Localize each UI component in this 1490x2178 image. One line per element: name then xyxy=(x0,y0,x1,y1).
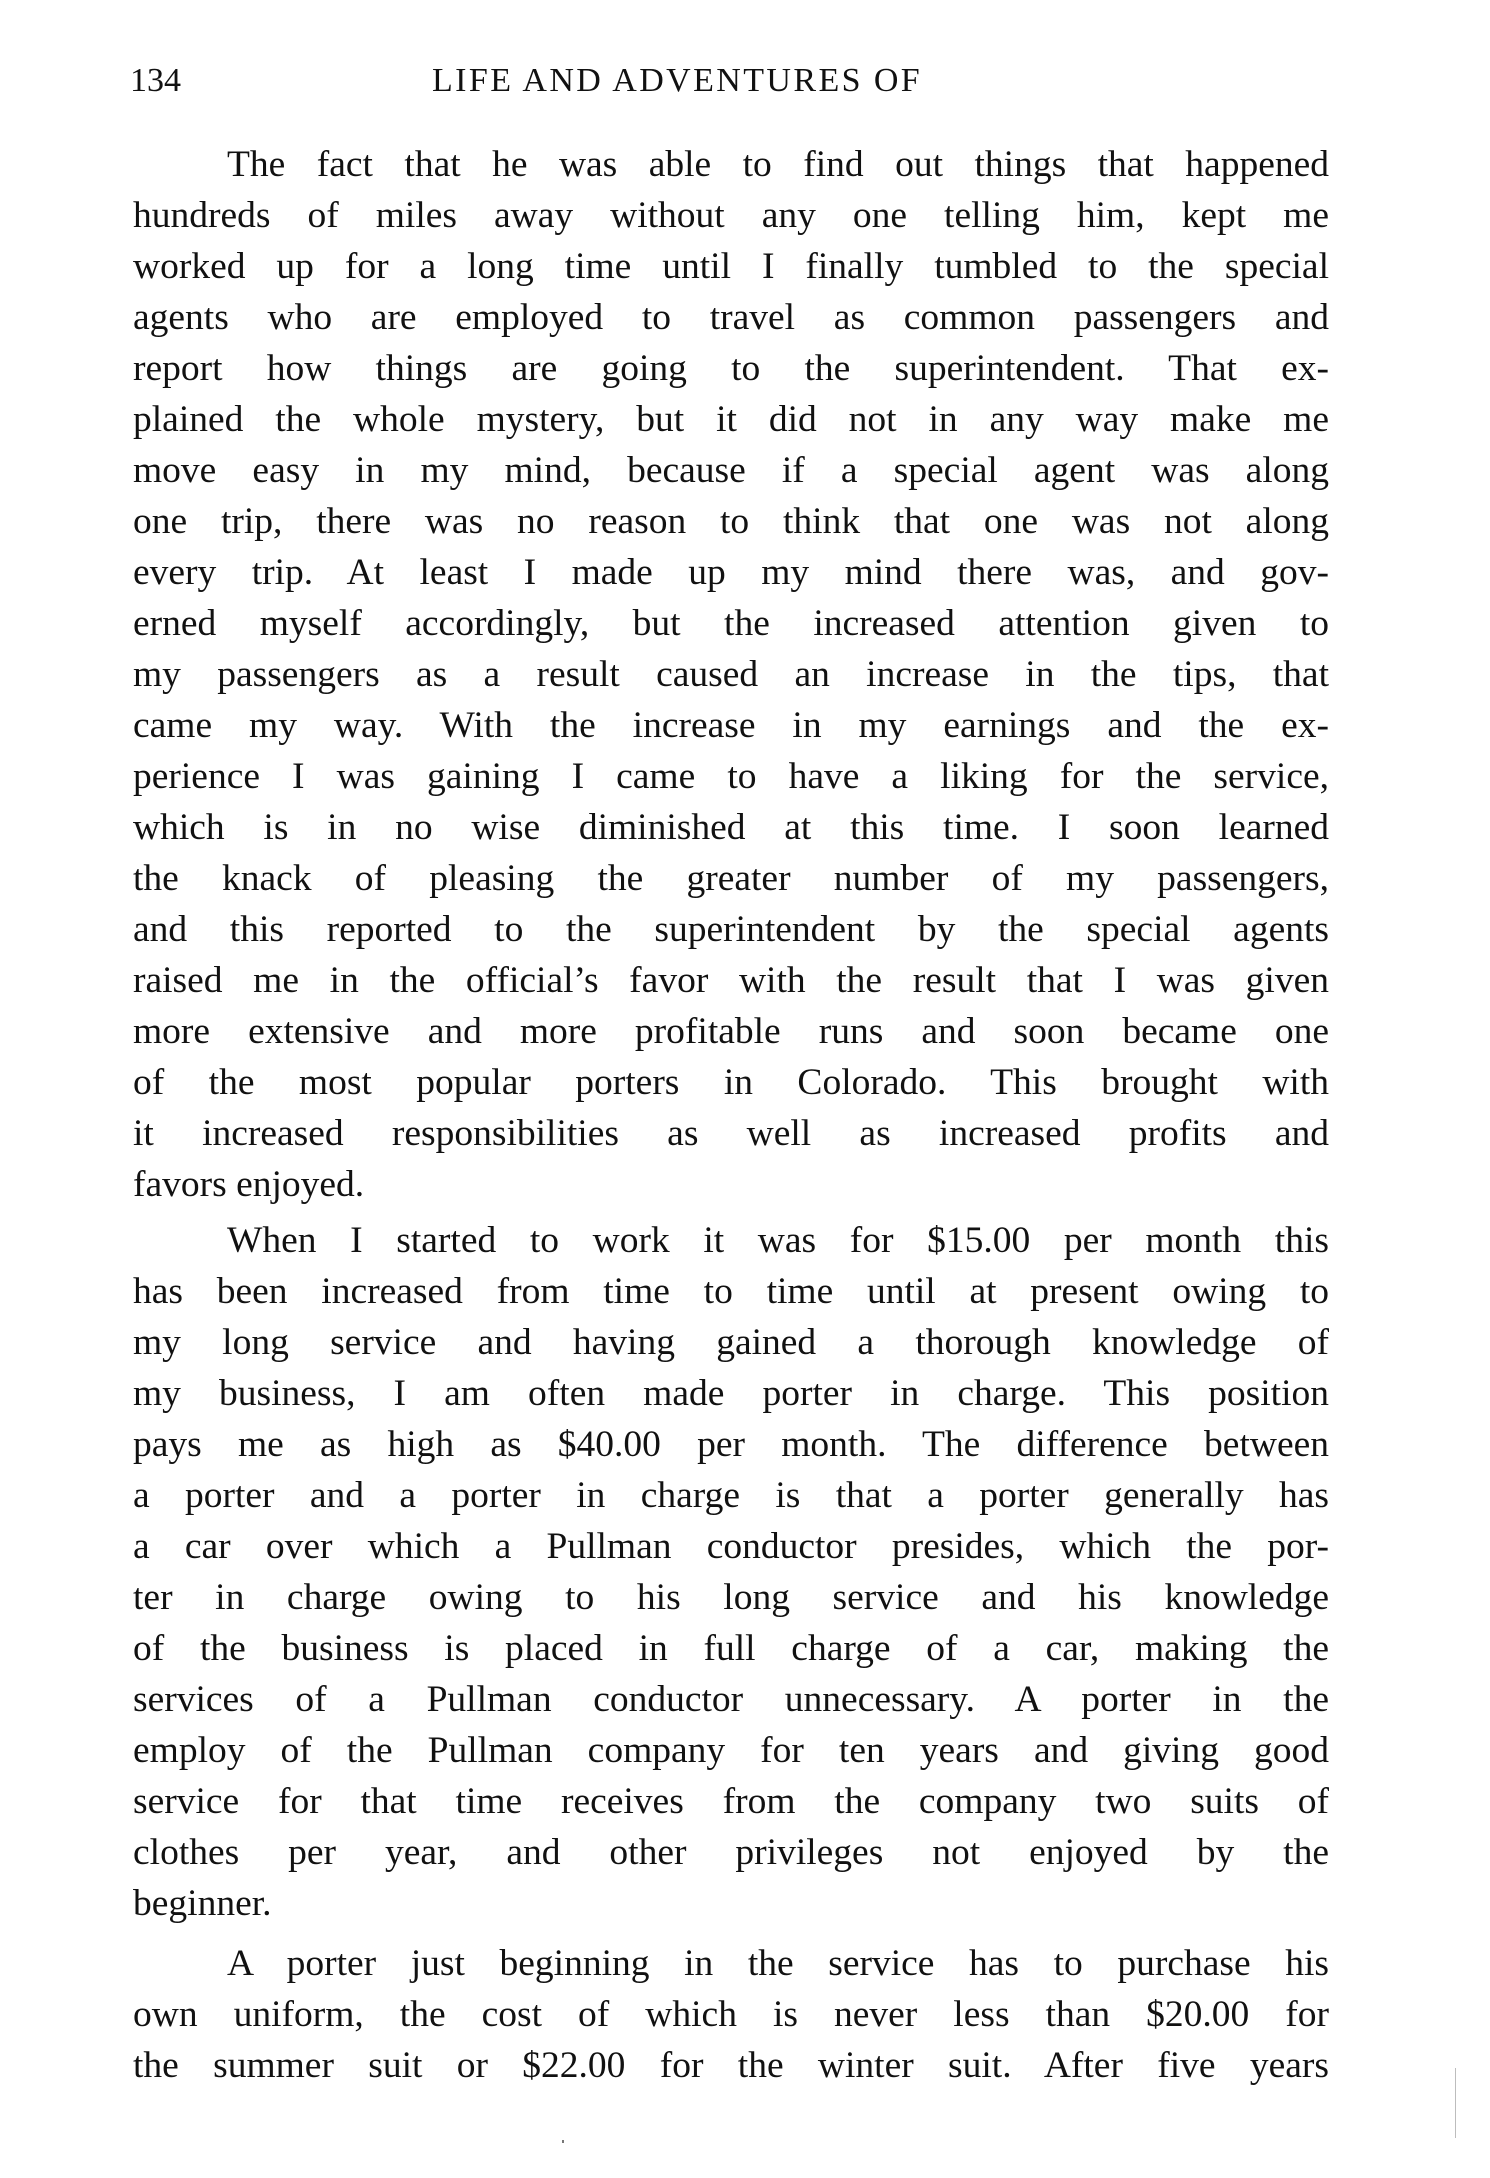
text-line: beginner. xyxy=(133,1883,272,1924)
text-line: my business, I am often made porter in charge. This position xyxy=(133,1373,1329,1414)
text-line: which is in no wise diminished at this time. I soon learned xyxy=(133,807,1329,848)
text-line: my long service and having gained a thorough knowledge of xyxy=(133,1322,1329,1363)
scan-artifact xyxy=(562,2140,564,2143)
text-line: move easy in my mind, because if a special agent was along xyxy=(133,450,1329,491)
text-line: a porter and a porter in charge is that a porter generally has xyxy=(133,1475,1329,1516)
text-line: of the business is placed in full charge of a car, making the xyxy=(133,1628,1329,1669)
text-line: employ of the Pullman company for ten years and giving good xyxy=(133,1730,1329,1771)
text-line: the knack of pleasing the greater number of my passengers, xyxy=(133,858,1329,899)
text-line: worked up for a long time until I finally tumbled to the special xyxy=(133,246,1329,287)
scan-artifact xyxy=(1455,2068,1456,2138)
text-line: plained the whole mystery, but it did not in any way make me xyxy=(133,399,1329,440)
text-line: erned myself accordingly, but the increased attention given to xyxy=(133,603,1329,644)
text-line: the summer suit or $22.00 for the winter suit. After five years xyxy=(133,2045,1329,2086)
text-line: my passengers as a result caused an increase in the tips, that xyxy=(133,654,1329,695)
text-line: one trip, there was no reason to think that one was not along xyxy=(133,501,1329,542)
text-line: The fact that he was able to find out things that happened xyxy=(227,144,1329,185)
text-line: own uniform, the cost of which is never less than $20.00 for xyxy=(133,1994,1329,2035)
text-line: favors enjoyed. xyxy=(133,1164,365,1205)
text-line: more extensive and more profitable runs and soon became one xyxy=(133,1011,1329,1052)
text-line: of the most popular porters in Colorado. This brought with xyxy=(133,1062,1329,1103)
text-line: agents who are employed to travel as common passengers and xyxy=(133,297,1329,338)
text-line: clothes per year, and other privileges not enjoyed by the xyxy=(133,1832,1329,1873)
text-line: came my way. With the increase in my earnings and the ex- xyxy=(133,705,1329,746)
text-line: it increased responsibilities as well as increased profits and xyxy=(133,1113,1329,1154)
text-line: services of a Pullman conductor unnecessary. A porter in the xyxy=(133,1679,1329,1720)
text-line: service for that time receives from the company two suits of xyxy=(133,1781,1329,1822)
text-line: When I started to work it was for $15.00 per month this xyxy=(227,1220,1329,1261)
text-line: raised me in the official’s favor with the result that I was given xyxy=(133,960,1329,1001)
running-head xyxy=(0,56,1490,106)
page-number: 134 xyxy=(130,62,181,99)
text-line: perience I was gaining I came to have a liking for the service, xyxy=(133,756,1329,797)
text-line: report how things are going to the superintendent. That ex- xyxy=(133,348,1329,389)
running-title: LIFE AND ADVENTURES OF xyxy=(432,62,923,99)
text-line: ter in charge owing to his long service and his knowledge xyxy=(133,1577,1329,1618)
text-line: has been increased from time to time until at present owing to xyxy=(133,1271,1329,1312)
text-line: pays me as high as $40.00 per month. The difference between xyxy=(133,1424,1329,1465)
text-line: every trip. At least I made up my mind there was, and gov- xyxy=(133,552,1329,593)
text-line: and this reported to the superintendent by the special agents xyxy=(133,909,1329,950)
text-line: a car over which a Pullman conductor presides, which the por- xyxy=(133,1526,1329,1567)
text-line: hundreds of miles away without any one telling him, kept me xyxy=(133,195,1329,236)
text-line: A porter just beginning in the service has to purchase his xyxy=(227,1943,1329,1984)
